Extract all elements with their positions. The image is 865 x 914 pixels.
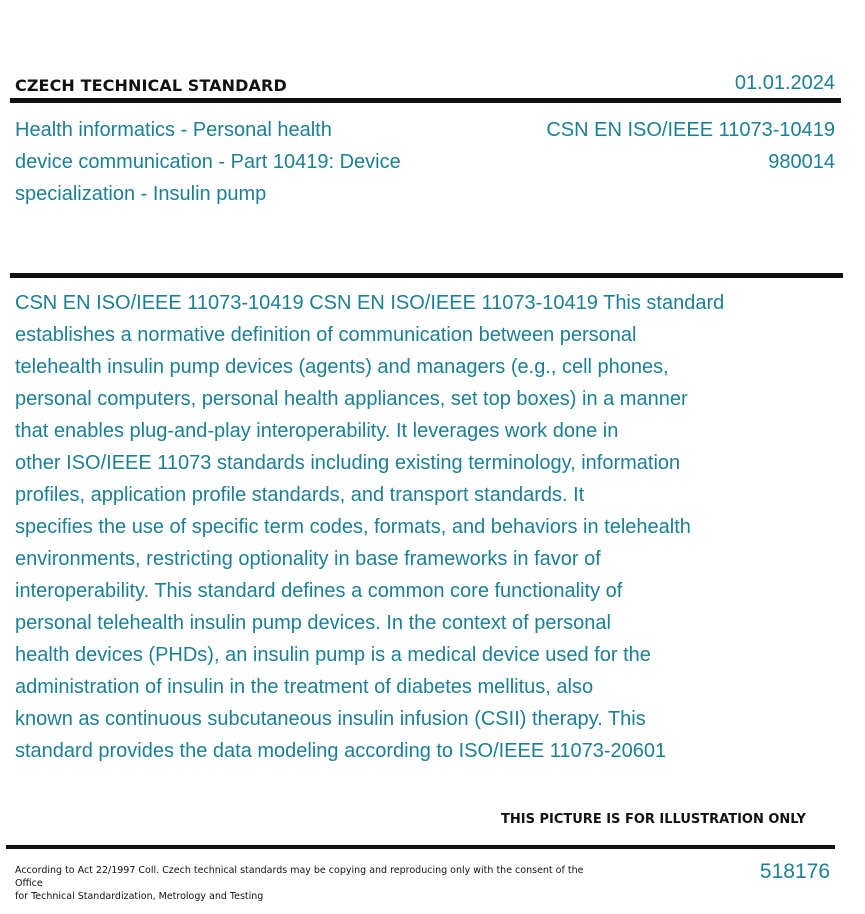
- abstract-line: known as continuous subcutaneous insulin infusion (CSII) therapy. This: [15, 708, 646, 730]
- abstract-line: environments, restricting optionality in base frameworks in favor of: [15, 548, 601, 570]
- copyright-line: for Technical Standardization, Metrology and Testing: [15, 891, 264, 902]
- abstract-line: specifies the use of specific term codes, formats, and behaviors in telehealth: [15, 516, 691, 538]
- footer-rule: [6, 845, 835, 849]
- abstract-line: administration of insulin in the treatment of diabetes mellitus, also: [15, 676, 594, 698]
- title-line: device communication - Part 10419: Device: [15, 151, 401, 173]
- standard-codes: [546, 114, 835, 178]
- document-type-heading: CZECH TECHNICAL STANDARD: [15, 76, 287, 95]
- abstract-line: other ISO/IEEE 11073 standards including existing terminology, information: [15, 452, 681, 474]
- title-rule: [10, 273, 843, 278]
- abstract-line: CSN EN ISO/IEEE 11073-10419 CSN EN ISO/IEEE 11073-10419 This standard: [15, 292, 725, 314]
- abstract-text: [15, 287, 775, 767]
- abstract-line: personal telehealth insulin pump devices. In the context of personal: [15, 612, 611, 634]
- abstract-line: standard provides the data modeling according to ISO/IEEE 11073-20601: [15, 740, 667, 762]
- abstract-line: health devices (PHDs), an insulin pump is a medical device used for the: [15, 644, 651, 666]
- title-line: specialization - Insulin pump: [15, 183, 267, 205]
- standard-designation: CSN EN ISO/IEEE 11073-10419: [546, 119, 835, 141]
- standard-title: [15, 114, 485, 210]
- abstract-line: establishes a normative definition of communication between personal: [15, 324, 637, 346]
- abstract-line: interoperability. This standard defines a common core functionality of: [15, 580, 623, 602]
- header-rule: [10, 98, 841, 103]
- effective-date: 01.01.2024: [734, 72, 835, 94]
- illustration-disclaimer: THIS PICTURE IS FOR ILLUSTRATION ONLY: [501, 812, 806, 827]
- copyright-line: According to Act 22/1997 Coll. Czech technical standards may be copying and reproducing only with the consent of the Office: [15, 865, 584, 889]
- abstract-line: personal computers, personal health appliances, set top boxes) in a manner: [15, 388, 688, 410]
- catalog-number: 518176: [759, 860, 830, 883]
- abstract-line: profiles, application profile standards, and transport standards. It: [15, 484, 585, 506]
- abstract-line: telehealth insulin pump devices (agents) and managers (e.g., cell phones,: [15, 356, 669, 378]
- abstract-line: that enables plug-and-play interoperability. It leverages work done in: [15, 420, 619, 442]
- title-line: Health informatics - Personal health: [15, 119, 332, 141]
- classification-number: 980014: [768, 151, 835, 173]
- copyright-notice: [15, 864, 585, 903]
